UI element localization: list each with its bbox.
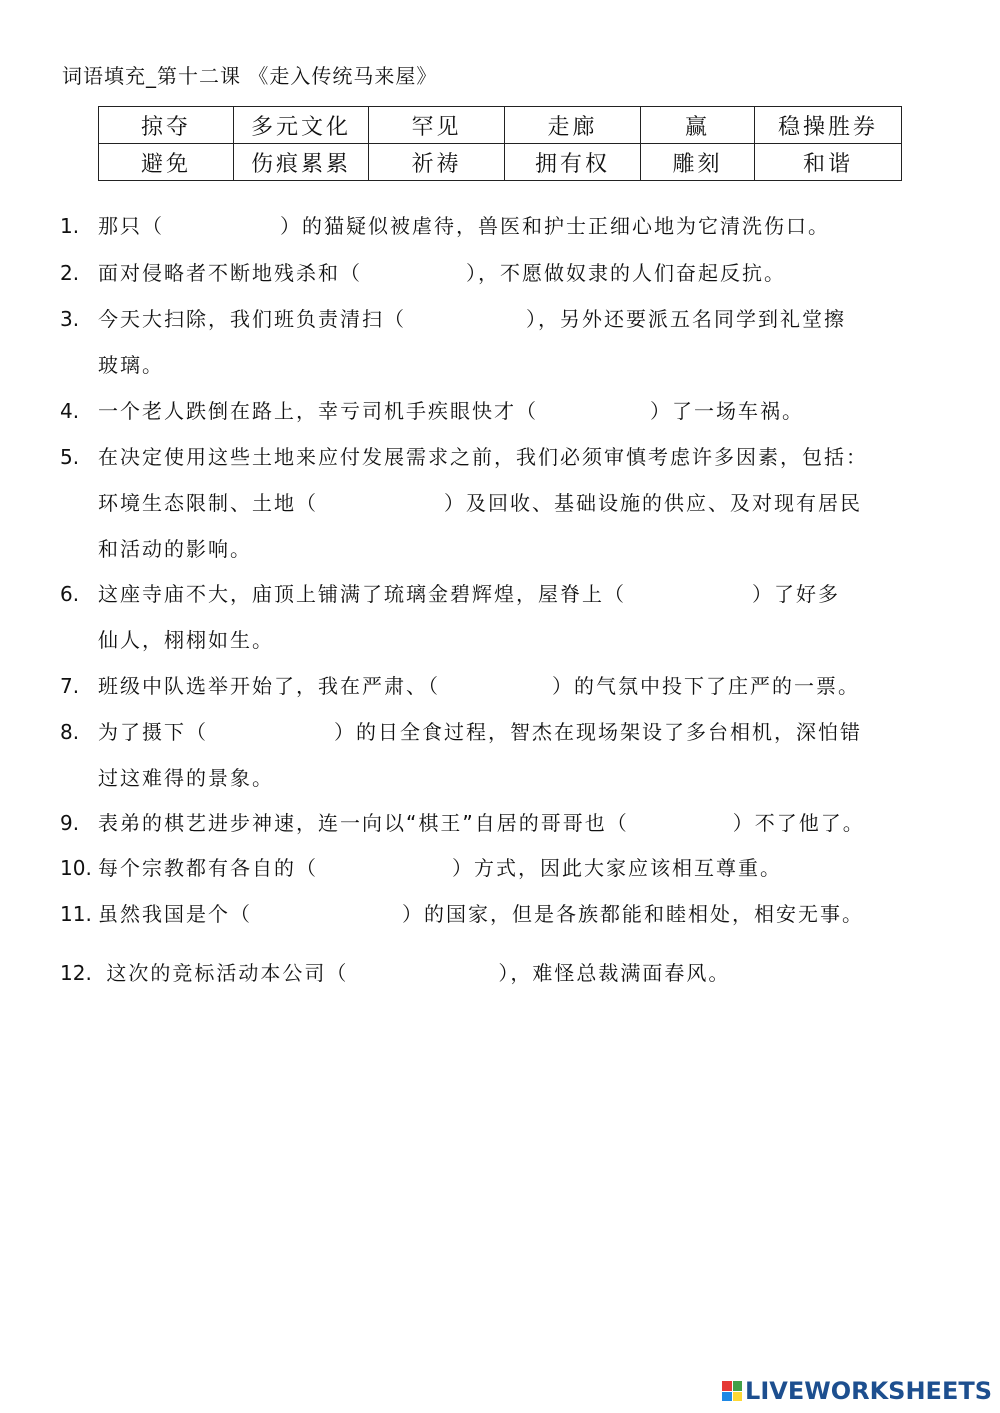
- question-text-after: ）的日全食过程，智杰在现场架设了多台相机，深怕错: [334, 720, 862, 744]
- question-text-before: 今天大扫除，我们班负责清扫（: [98, 307, 406, 331]
- logo-square: [722, 1392, 732, 1402]
- question-8: [60, 716, 862, 745]
- word-bank-cell: 和谐: [755, 144, 902, 181]
- word-bank-row: [99, 144, 902, 181]
- word-bank-cell: 雕刻: [641, 144, 755, 181]
- word-bank-cell: 罕见: [369, 107, 505, 144]
- question-text-after: ）了一场车祸。: [650, 399, 804, 423]
- question-number: 7.: [60, 674, 80, 698]
- question-text-after: ）及回收、基础设施的供应、及对现有居民: [444, 491, 862, 515]
- logo-square: [733, 1381, 743, 1391]
- question-text-before: 这座寺庙不大，庙顶上铺满了琉璃金碧辉煌，屋脊上（: [98, 582, 626, 606]
- word-bank-cell: 赢: [641, 107, 755, 144]
- question-text-after: ）的国家，但是各族都能和睦相处，相安无事。: [402, 902, 864, 926]
- logo-squares-icon: [722, 1381, 742, 1401]
- question-7: [60, 670, 860, 699]
- word-bank-cell: 避免: [99, 144, 234, 181]
- word-bank-cell: 祈祷: [369, 144, 505, 181]
- word-bank-cell: 走廊: [505, 107, 641, 144]
- question-text-after: ）不了他了。: [732, 811, 865, 835]
- question-text-after: ），不愿做奴隶的人们奋起反抗。: [466, 261, 786, 285]
- question-2: [60, 257, 786, 286]
- question-text-after: ），难怪总裁满面春风。: [498, 961, 731, 985]
- logo-square: [733, 1392, 743, 1402]
- word-bank-table: [98, 106, 902, 181]
- logo-square: [722, 1381, 732, 1391]
- word-bank-cell: 稳操胜券: [755, 107, 902, 144]
- question-text-after: ）的猫疑似被虐待，兽医和护士正细心地为它清洗伤口。: [280, 214, 830, 238]
- question-number: 1.: [60, 214, 80, 238]
- liveworksheets-logo[interactable]: [722, 1377, 992, 1405]
- question-text-before: 班级中队选举开始了，我在严肃、（: [98, 674, 440, 698]
- question-number: 10.: [60, 856, 92, 880]
- question-number: 11.: [60, 902, 92, 926]
- question-5: [60, 441, 868, 470]
- question-number: 9.: [60, 811, 80, 835]
- question-text-before: 环境生态限制、土地（: [98, 491, 318, 515]
- word-bank-cell: 伤痕累累: [234, 144, 369, 181]
- question-text-before: 每个宗教都有各自的（: [98, 856, 318, 880]
- word-bank-cell: 多元文化: [234, 107, 369, 144]
- word-bank-row: [99, 107, 902, 144]
- question-12: [60, 957, 730, 986]
- word-bank-cell: 掠夺: [99, 107, 234, 144]
- question-8-continuation: 过这难得的景象。: [98, 766, 274, 790]
- question-3: [60, 303, 846, 332]
- question-text-before: 在决定使用这些土地来应付发展需求之前，我们必须审慎考虑许多因素，包括：: [98, 445, 868, 469]
- question-6-continuation: 仙人，栩栩如生。: [98, 628, 274, 652]
- question-text-before: 面对侵略者不断地残杀和（: [98, 261, 362, 285]
- question-number: 12.: [60, 961, 92, 985]
- question-number: 8.: [60, 720, 80, 744]
- question-text-before: 表弟的棋艺进步神速，连一向以“棋王”自居的哥哥也（: [98, 811, 629, 835]
- word-bank-cell: 拥有权: [505, 144, 641, 181]
- question-text-after: ），另外还要派五名同学到礼堂擦: [526, 307, 846, 331]
- question-text-after: ）了好多: [752, 582, 840, 606]
- question-number: 2.: [60, 261, 80, 285]
- question-9: [60, 807, 865, 836]
- question-text-before: 虽然我国是个（: [98, 902, 252, 926]
- question-text-before: 这次的竞标活动本公司（: [98, 961, 349, 985]
- question-5-continuation: [98, 487, 862, 516]
- question-text-before: 那只（: [98, 214, 164, 238]
- worksheet-title: 词语填充_第十二课 《走入传统马来屋》: [62, 64, 438, 88]
- question-number: 4.: [60, 399, 80, 423]
- question-6: [60, 578, 840, 607]
- question-1: [60, 210, 830, 239]
- question-text-before: 一个老人跌倒在路上，幸亏司机手疾眼快才（: [98, 399, 538, 423]
- logo-text: LIVEWORKSHEETS: [745, 1377, 992, 1405]
- question-number: 3.: [60, 307, 80, 331]
- question-11: [60, 898, 864, 927]
- question-number: 6.: [60, 582, 80, 606]
- question-5-continuation-2: 和活动的影响。: [98, 537, 252, 561]
- question-10: [60, 852, 782, 881]
- question-text-after: ）的气氛中投下了庄严的一票。: [552, 674, 860, 698]
- question-text-before: 为了摄下（: [98, 720, 208, 744]
- question-text-after: ）方式，因此大家应该相互尊重。: [452, 856, 782, 880]
- question-3-continuation: 玻璃。: [98, 353, 164, 377]
- question-number: 5.: [60, 445, 80, 469]
- question-4: [60, 395, 804, 424]
